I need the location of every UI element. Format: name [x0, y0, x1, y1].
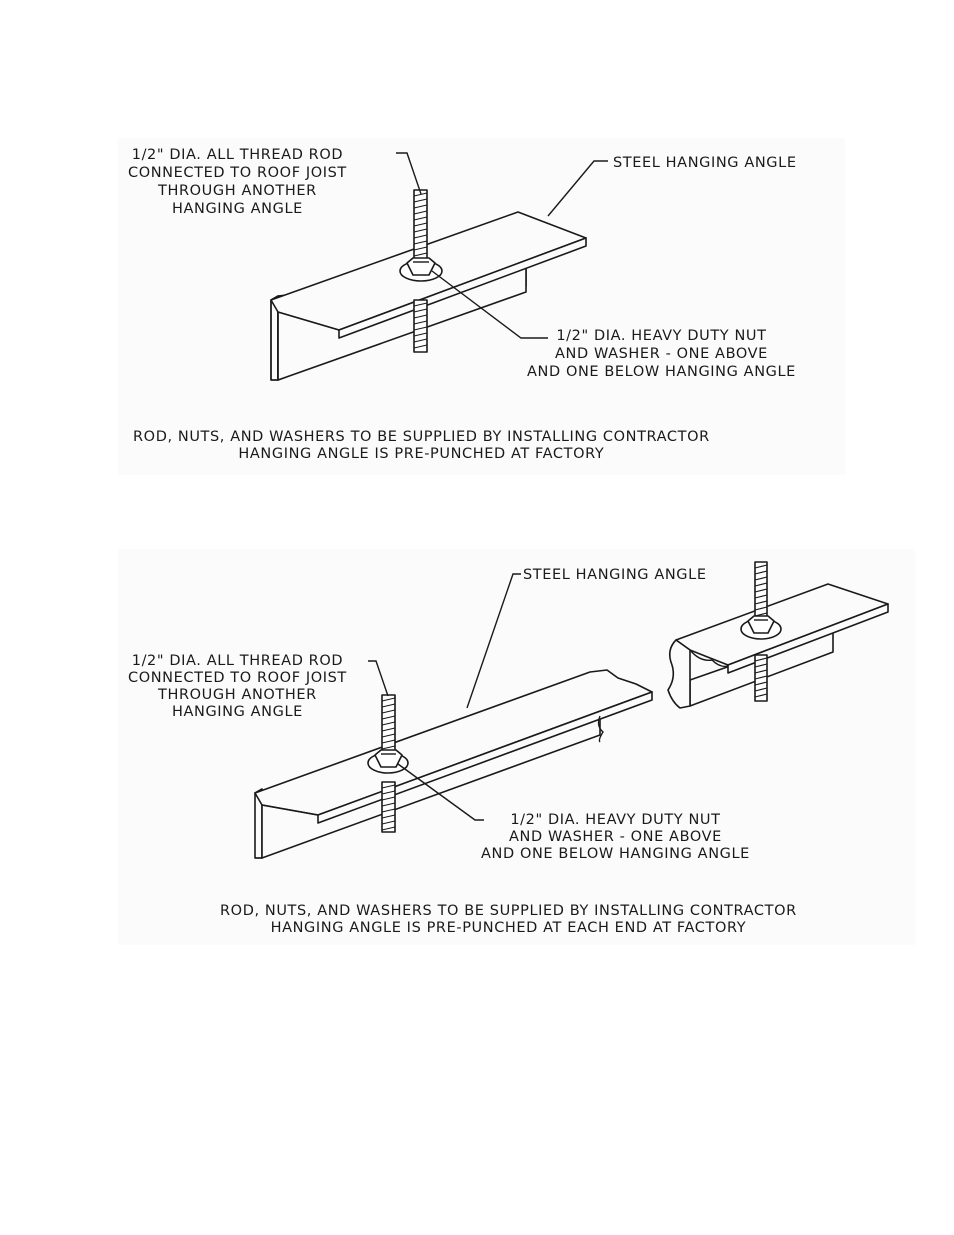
rod-label: 1/2" DIA. ALL THREAD ROD CONNECTED TO ROOF JOIST THROUGH ANOTHER HANGING ANGLE	[128, 147, 347, 217]
threaded-rod-upper	[414, 190, 427, 262]
hex-nut	[407, 258, 435, 275]
nut2-label: 1/2" DIA. HEAVY DUTY NUT AND WASHER - ONE ABOVE AND ONE BELOW HANGING ANGLE	[481, 812, 750, 862]
nut-label: 1/2" DIA. HEAVY DUTY NUT AND WASHER - ONE ABOVE AND ONE BELOW HANGING ANGLE	[527, 328, 796, 380]
rod2-label: 1/2" DIA. ALL THREAD ROD CONNECTED TO ROOF JOIST THROUGH ANOTHER HANGING ANGLE	[128, 653, 347, 720]
threaded-rod2-upper	[382, 695, 395, 755]
angle-label: STEEL HANGING ANGLE	[613, 155, 797, 171]
detail-1-note: ROD, NUTS, AND WASHERS TO BE SUPPLIED BY INSTALLING CONTRACTOR HANGING ANGLE IS PRE-PUNCHED AT FACTORY	[133, 429, 710, 462]
rod-leader	[396, 153, 421, 194]
hex-nut-3	[748, 616, 774, 633]
threaded-rod2-lower	[382, 782, 395, 832]
angle2-leader	[467, 574, 521, 708]
threaded-rod3-upper	[755, 562, 767, 620]
angle2-label: STEEL HANGING ANGLE	[523, 567, 707, 583]
angle3-broken-end	[668, 640, 690, 708]
angle-leader	[548, 161, 608, 216]
threaded-rod-lower	[414, 300, 427, 352]
threaded-rod3-lower	[755, 655, 767, 701]
rod2-leader	[368, 661, 388, 696]
detail-2-note: ROD, NUTS, AND WASHERS TO BE SUPPLIED BY INSTALLING CONTRACTOR HANGING ANGLE IS PRE-PUNCHED AT EACH END AT FACTORY	[220, 903, 797, 936]
